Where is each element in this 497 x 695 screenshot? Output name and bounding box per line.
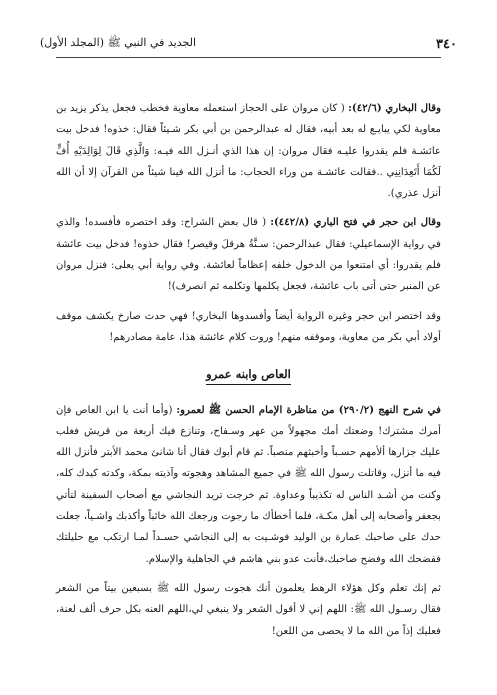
paragraph bbox=[56, 98, 441, 204]
running-header bbox=[40, 36, 457, 52]
source-citation: وقال ابن حجر في فتح الباري (٤٤٢/٨): bbox=[270, 216, 441, 229]
paragraph-text: ( كان مروان على الحجاز استعمله معاوية فخطب فجعل يذكر يزيد بن معاوية لكي يبايـع له بعد أبيه، فقال له عبدالرحمن بن أبي بكر شـيئاً فقال: خذوه! فدخل بيت عائشـة فلم يقدروا عليـه فقال مروان: إن هذا الذي أنـزل الله فيـه: وَالَّذِي قَالَ لِوَالِدَيْهِ أُفٍّ لَكُمَا أَتَعِدَانِنِي ..فقالت عائشـة من وراء الحجاب: ما أنزل الله فينا شيئاً من القرآن إلا أن الله أنزل عذري). bbox=[56, 103, 441, 200]
section-heading bbox=[56, 364, 441, 385]
source-citation: في شرح النهج (٢٩٠/٢) من مناظرة الإمام الحسن ﷺ لعمرو: bbox=[176, 403, 441, 416]
book-title: الجديد في النبي ﷺ (المجلد الأول) bbox=[40, 36, 197, 49]
paragraph-text: ( قال بعض الشراح: وقد اختصره فأفسده! والذي في رواية الإسماعيلي: فقال عبدالرحمن: سـنَّةُ هرقلَ وقيصر! فقال خذوه! فدخل بيت عائشة فلم يقدروا: أي امتنعوا من الدخول خلفه إعظاماً لعائشة. وفي رواية أبي يعلى: فنزل مروان عن المنبر حتى أتى باب عائشة، فجعل يكلمها وتكلمه ثم انصرف)! bbox=[56, 217, 441, 293]
paragraph bbox=[56, 578, 441, 642]
header-divider bbox=[56, 57, 441, 58]
paragraph bbox=[56, 212, 441, 297]
paragraph bbox=[56, 400, 441, 570]
page-number: ٣٤٠ bbox=[436, 36, 457, 52]
page-body bbox=[56, 98, 441, 650]
paragraph-text: ثم إنك تعلم وكل هؤلاء الرهط يعلمون أنك هجوت رسول الله ﷺ بسبعين بيتاً من الشعر فقال رسـول الله ﷺ: اللهم إني لا أقول الشعر ولا ينبغي لي،اللهم العنه بكل حرف ألف لعنة، فعليك إذاً من الله ما لا يحصى من اللعن! bbox=[56, 582, 441, 637]
paragraph-text: وقد اختصر ابن حجر وغيره الرواية أيضاً وأفسدوها البخاري! فهي حدث صارخ يكشف موقف أولاد أبي بكر من معاوية، وموقفه منهم! وروت كلام عائشة هذا، عامة مصادرهم! bbox=[56, 310, 441, 343]
source-citation: وقال البخاري (٤٢/٦): bbox=[348, 102, 441, 114]
section-heading-text: العاص وابنه عمرو bbox=[206, 367, 291, 385]
paragraph bbox=[56, 306, 441, 349]
paragraph-text: (وأما أنت يا ابن العاص فإن أمرك مشترك! وضعتك أمك مجهولاً من عهر وسـفاح، وتنازع فيك أربعة من قريش فغلب عليك جزارها ألأمهم حسـباً وأخبثهم منصباً. ثم قام أبوك فقال أنا شانئ محمد الأبتر فأنزل الله فيه ما أنزل، وقاتلت رسول الله ﷺ في جميع المشاهد وهجوته وآذيته بمكة، وكدته كيدك كله، وكنت من أشـد الناس له تكذيباً وعداوة. ثم خرجت تريد النجاشي مع أصحاب السفينة لتأتي بجعفر وأصحابه إلى أهل مكـة، فلما أخطأك ما رجوت ورجعك الله خائباً وأكذبك واشـياً، جعلت حدك على صاحبك عمارة بن الوليد فوشـيت به إلى النجاشي حسـداً لمـا ارتكب مع حليلتك ففضحك الله وفضح صاحبك،فأنت عدو بني هاشم في الجاهلية والإسلام. bbox=[56, 404, 441, 565]
